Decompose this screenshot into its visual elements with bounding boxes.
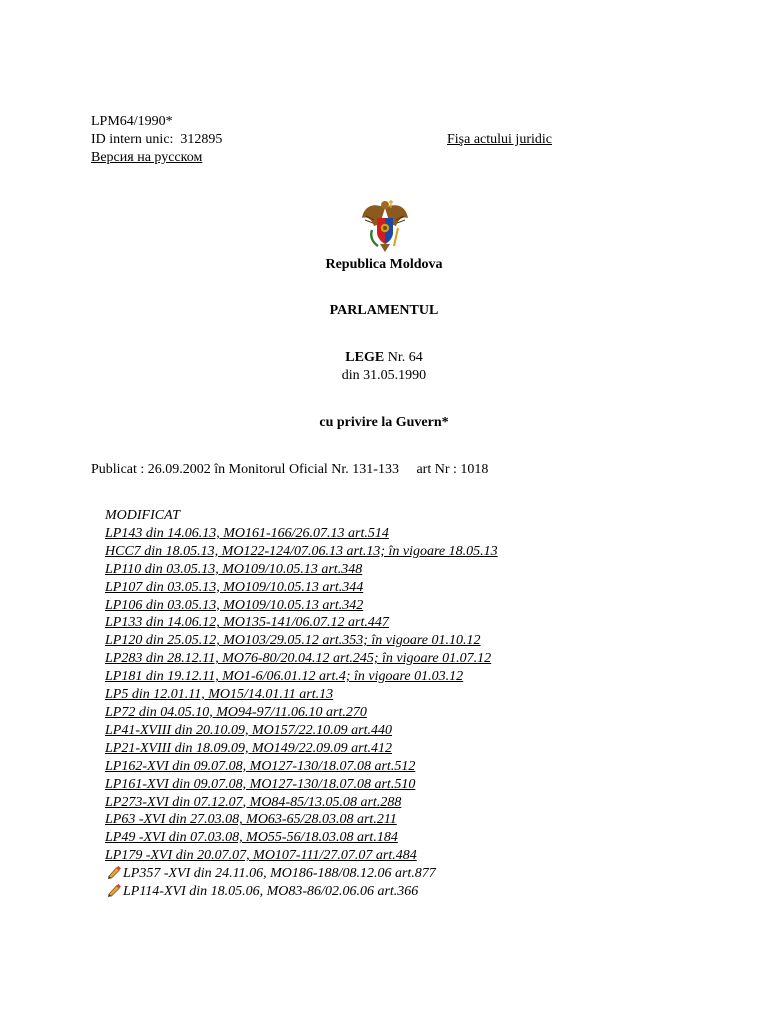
amendment-link-text[interactable]: LP114-XVI din 18.05.06, MO83-86/02.06.06 art.366 <box>123 884 419 900</box>
amendment-link[interactable] <box>105 758 498 776</box>
country-title: Republica Moldova <box>325 257 443 272</box>
amendment-link-text[interactable]: HCC7 din 18.05.13, MO122-124/07.06.13 art.13; în vigoare 18.05.13 <box>105 543 498 559</box>
amendment-link[interactable] <box>105 668 498 686</box>
amendment-link[interactable] <box>105 829 498 847</box>
amendment-link-text[interactable]: LP357 -XVI din 24.11.06, MO186-188/08.12.06 art.877 <box>123 866 436 882</box>
amendment-pencil-item[interactable] <box>105 865 498 883</box>
russian-version-link[interactable]: Версия на русском <box>91 150 203 165</box>
amendment-link[interactable] <box>105 597 498 615</box>
amendments-heading: MODIFICAT <box>105 508 180 523</box>
amendment-link-text[interactable]: LP179 -XVI din 20.07.07, MO107-111/27.07.07 art.484 <box>105 848 417 864</box>
fisa-actului-link[interactable]: Fişa actului juridic <box>447 132 552 147</box>
pencil-icon <box>105 883 123 897</box>
amendment-link[interactable] <box>105 543 498 561</box>
amendment-link[interactable] <box>105 811 498 829</box>
amendment-link-text[interactable]: LP110 din 03.05.13, MO109/10.05.13 art.348 <box>105 561 363 577</box>
amendment-link-text[interactable]: LP107 din 03.05.13, MO109/10.05.13 art.344 <box>105 579 364 595</box>
amendment-link[interactable] <box>105 794 498 812</box>
amendment-link-text[interactable]: LP161-XVI din 09.07.08, MO127-130/18.07.08 art.510 <box>105 776 416 792</box>
amendment-link-text[interactable]: LP143 din 14.06.13, MO161-166/26.07.13 art.514 <box>105 525 389 541</box>
amendment-link[interactable] <box>105 561 498 579</box>
amendment-link-text[interactable]: LP106 din 03.05.13, MO109/10.05.13 art.342 <box>105 597 364 613</box>
amendment-link[interactable] <box>105 650 498 668</box>
amendment-link-text[interactable]: LP273-XVI din 07.12.07, MO84-85/13.05.08 art.288 <box>105 794 402 810</box>
intern-id-value: 312895 <box>180 132 223 147</box>
amendment-link-text[interactable]: LP5 din 12.01.11, MO15/14.01.11 art.13 <box>105 687 334 703</box>
institution-title: PARLAMENTUL <box>329 303 439 318</box>
amendment-link-text[interactable]: LP49 -XVI din 07.03.08, MO55-56/18.03.08 art.184 <box>105 830 398 846</box>
act-number: Nr. 64 <box>387 350 423 365</box>
intern-id-label: ID intern unic: <box>91 132 174 147</box>
publication-info: Publicat : 26.09.2002 în Monitorul Oficial Nr. 131-133 art Nr : 1018 <box>91 462 489 477</box>
amendment-link[interactable] <box>105 776 498 794</box>
act-date: din 31.05.1990 <box>341 368 427 383</box>
amendment-link-text[interactable]: LP162-XVI din 09.07.08, MO127-130/18.07.08 art.512 <box>105 758 416 774</box>
moldova-coat-of-arms-icon <box>360 196 410 254</box>
amendment-link-text[interactable]: LP133 din 14.06.12, MO135-141/06.07.12 art.447 <box>105 615 389 631</box>
amendment-link[interactable] <box>105 579 498 597</box>
act-code: LPM64/1990* <box>91 114 173 129</box>
amendment-link-text[interactable]: LP283 din 28.12.11, MO76-80/20.04.12 art.245; în vigoare 01.07.12 <box>105 651 492 667</box>
intern-id-line <box>91 131 222 149</box>
amendment-link-text[interactable]: LP21-XVIII din 18.09.09, MO149/22.09.09 art.412 <box>105 740 392 756</box>
amendment-link[interactable] <box>105 847 498 865</box>
amendment-link[interactable] <box>105 704 498 722</box>
amendment-link-text[interactable]: LP63 -XVI din 27.03.08, MO63-65/28.03.08 art.211 <box>105 812 397 828</box>
amendment-link[interactable] <box>105 722 498 740</box>
amendment-link[interactable] <box>105 632 498 650</box>
act-subject: cu privire la Guvern* <box>319 415 449 430</box>
amendment-pencil-item[interactable] <box>105 883 498 901</box>
amendments-list <box>105 507 498 901</box>
amendment-link-text[interactable]: LP181 din 19.12.11, MO1-6/06.01.12 art.4; în vigoare 01.03.12 <box>105 669 464 685</box>
amendment-link[interactable] <box>105 740 498 758</box>
amendment-link[interactable] <box>105 525 498 543</box>
act-heading <box>0 349 768 367</box>
amendment-link-text[interactable]: LP120 din 25.05.12, MO103/29.05.12 art.353; în vigoare 01.10.12 <box>105 633 481 649</box>
act-type: LEGE <box>345 350 385 365</box>
amendment-link[interactable] <box>105 686 498 704</box>
pencil-icon <box>105 865 123 879</box>
amendment-link-text[interactable]: LP41-XVIII din 20.10.09, MO157/22.10.09 art.440 <box>105 722 392 738</box>
amendment-link[interactable] <box>105 614 498 632</box>
amendment-link-text[interactable]: LP72 din 04.05.10, MO94-97/11.06.10 art.270 <box>105 704 367 720</box>
